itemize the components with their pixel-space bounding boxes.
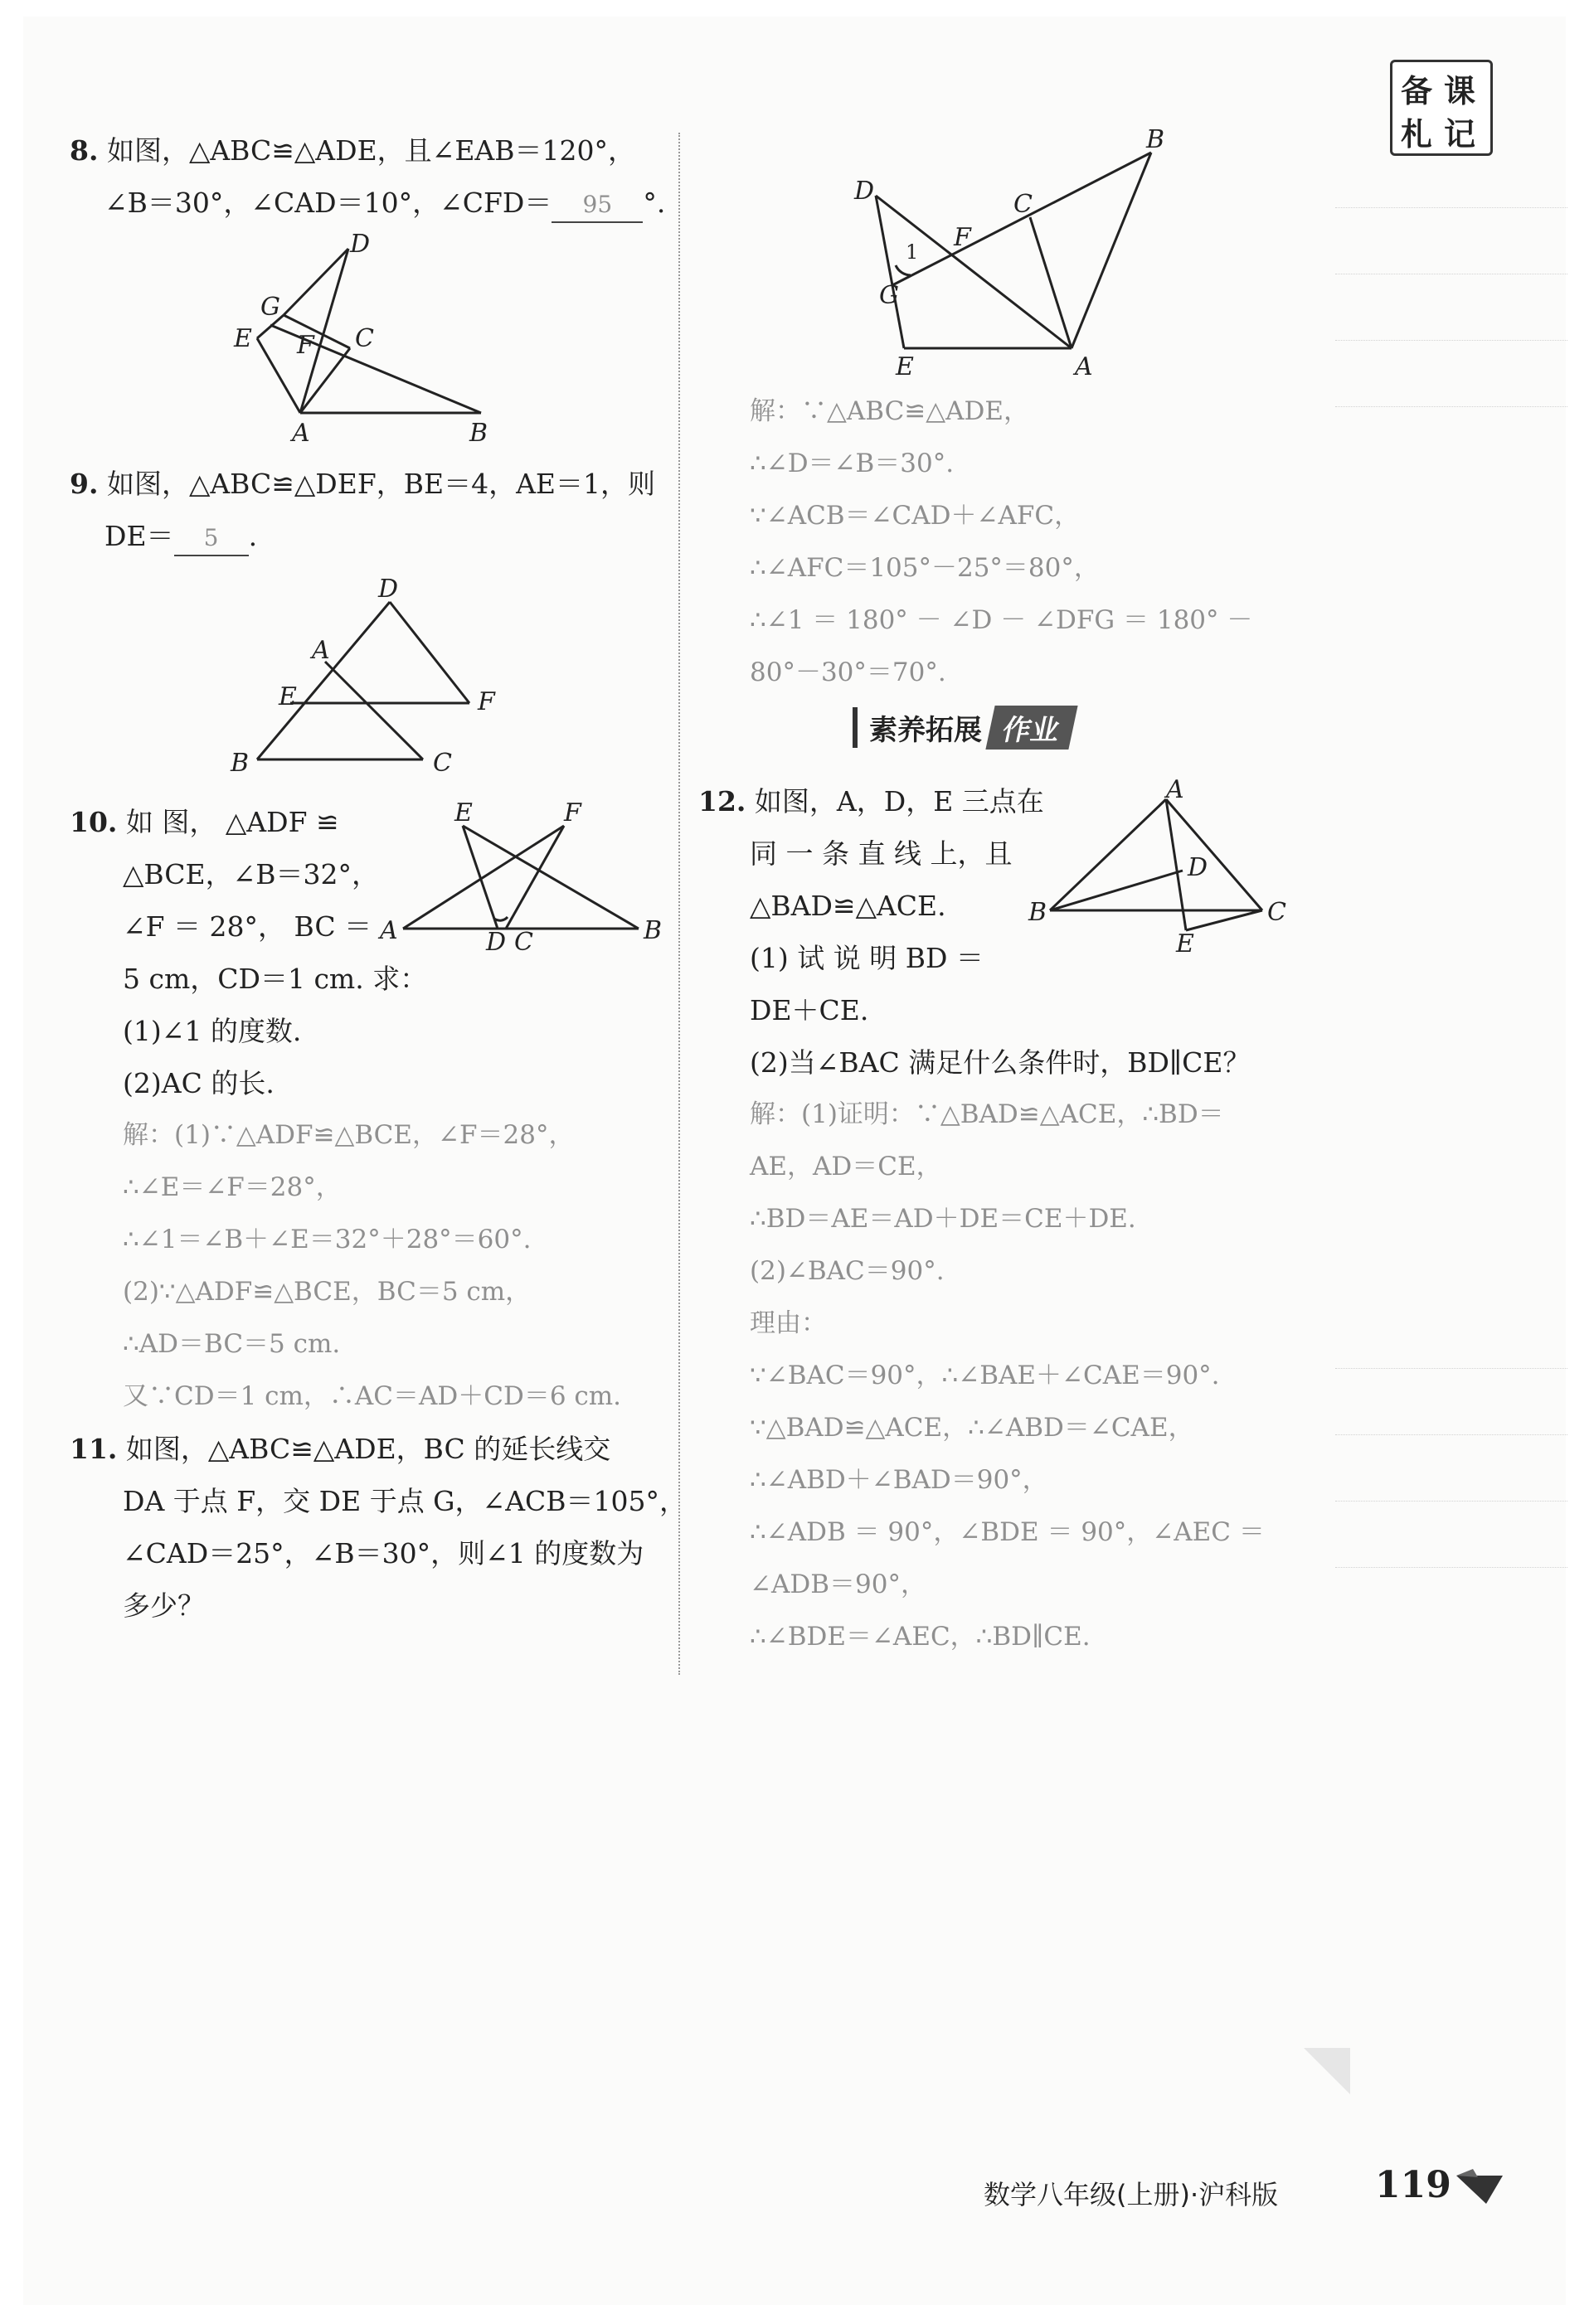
q12-label-C: C: [1267, 898, 1286, 927]
q11-solution: ∴∠D＝∠B＝30°.: [750, 449, 955, 478]
corner-decoration: [1304, 2048, 1353, 2098]
q9-label-D: D: [378, 575, 399, 604]
q12-solution: ∴∠BDE＝∠AEC，∴BD∥CE.: [750, 1622, 1091, 1652]
page-arrow-icon: [1453, 2166, 1506, 2207]
q9-label-B: B: [231, 749, 250, 778]
q10-text: (2)AC 的长.: [123, 1067, 275, 1099]
q12-text: △BAD≌△ACE.: [750, 890, 946, 922]
q10-solution: ∴AD＝BC＝5 cm.: [123, 1329, 341, 1359]
q11-solution: ∵∠ACB＝∠CAD＋∠AFC，: [750, 501, 1081, 531]
q12-text: DE＋CE.: [750, 994, 869, 1026]
q11-label-B: B: [1146, 125, 1165, 154]
q12-solution: ∴∠ABD＋∠BAD＝90°，: [750, 1465, 1048, 1495]
q11-text: DA 于点 F，交 DE 于点 G，∠ACB＝105°，: [123, 1485, 688, 1517]
q12-solution: 理由：: [750, 1308, 827, 1338]
q9-text1: 如图，△ABC≌△DEF，BE＝4，AE＝1，则: [106, 468, 656, 500]
q12-text: (1) 试 说 明 BD ＝: [750, 942, 984, 974]
q11-solution: 解：∵△ABC≌△ADE，: [750, 396, 1029, 426]
q12-label-A: A: [1166, 779, 1184, 804]
q12-text: 如图，A，D，E 三点在: [754, 785, 1044, 818]
q8-figure: [224, 232, 514, 448]
q12-label-E: E: [1176, 929, 1194, 953]
q12-solution: ∴BD＝AE＝AD＋DE＝CE＋DE.: [750, 1204, 1136, 1234]
q10-number: 10.: [70, 806, 118, 838]
q11-label-F: F: [954, 223, 971, 252]
notes-badge: [1390, 60, 1493, 156]
q8-label-A: A: [292, 419, 310, 448]
q9-number: 9.: [70, 468, 99, 500]
q12-label-B: B: [1028, 898, 1047, 927]
q10-figure: [373, 796, 672, 962]
q12-solution: AE，AD＝CE，: [750, 1152, 942, 1181]
q12-line1: [698, 775, 1044, 827]
q10-text: 如 图， △ADF ≌: [125, 806, 339, 838]
q12-solution: ∵∠BAC＝90°，∴∠BAE＋∠CAE＝90°.: [750, 1361, 1220, 1390]
q11-label-C: C: [1013, 190, 1033, 219]
q11-text: 如图，△ABC≌△ADE，BC 的延长线交: [125, 1433, 611, 1465]
q12-solution: ∴∠ADB ＝ 90°，∠BDE ＝ 90°，∠AEC ＝: [750, 1517, 1265, 1547]
q12-figure: [1025, 779, 1299, 953]
q9-label-E: E: [279, 682, 297, 711]
q8-line2: [104, 177, 665, 229]
q8-number: 8.: [70, 134, 99, 167]
q10-solution: ∴∠1＝∠B＋∠E＝32°＋28°＝60°.: [123, 1225, 532, 1254]
q8-line1: [70, 124, 635, 177]
q11-label-A: A: [1075, 352, 1093, 381]
q8-label-G: G: [260, 293, 280, 322]
q9-line1: [70, 458, 655, 510]
badge-char: 札: [1401, 116, 1433, 153]
q9-label-C: C: [433, 749, 452, 778]
q10-label-B: B: [644, 916, 663, 945]
q10-line1: [70, 796, 339, 848]
q11-figure: [846, 124, 1211, 381]
q10-solution: 又∵CD＝1 cm，∴AC＝AD＋CD＝6 cm.: [123, 1381, 622, 1411]
q10-solution: (2)∵△ADF≌△BCE，BC＝5 cm，: [123, 1277, 532, 1307]
q12-label-D: D: [1188, 853, 1208, 882]
page-number: 119: [1375, 2164, 1451, 2206]
q12-text: 同 一 条 直 线 上，且: [750, 837, 1013, 870]
q8-text1: 如图，△ABC≌△ADE，且∠EAB＝120°，: [106, 134, 635, 167]
q10-solution: ∴∠E＝∠F＝28°，: [123, 1172, 342, 1202]
q9-line2: [104, 510, 257, 562]
q8-text2: ∠B＝30°，∠CAD＝10°，∠CFD＝: [104, 187, 552, 219]
q9-answer: 5: [174, 522, 249, 556]
q8-label-C: C: [355, 324, 374, 353]
q9-text2-end: .: [248, 520, 258, 552]
q11-solution: 80°－30°＝70°.: [750, 657, 946, 687]
q9-text2: DE＝: [104, 520, 174, 552]
q10-label-F: F: [564, 798, 581, 827]
q11-text: ∠CAD＝25°，∠B＝30°，则∠1 的度数为: [123, 1537, 644, 1570]
q12-solution: (2)∠BAC＝90°.: [750, 1256, 945, 1286]
q11-number: 11.: [70, 1433, 118, 1465]
q10-text: △BCE，∠B＝32°，: [123, 858, 379, 890]
q8-label-D: D: [350, 232, 371, 259]
q11-label-E: E: [896, 352, 914, 381]
q11-line1: [70, 1423, 610, 1475]
q10-text: 5 cm，CD＝1 cm. 求：: [123, 963, 428, 995]
q8-answer: 95: [552, 188, 643, 223]
q12-solution: ∠ADB＝90°，: [750, 1570, 926, 1599]
q11-label-G: G: [879, 281, 899, 310]
badge-char: 记: [1444, 116, 1476, 153]
q8-text2-end: °.: [643, 187, 666, 219]
section-tag: 作业: [985, 706, 1077, 750]
q11-solution: ∴∠1 ＝ 180° － ∠D － ∠DFG ＝ 180° －: [750, 605, 1253, 635]
q10-text: (1)∠1 的度数.: [123, 1015, 302, 1047]
q10-label-D: D: [486, 928, 507, 957]
q10-label-C: C: [514, 928, 533, 957]
q10-solution: 解：(1)∵△ADF≌△BCE，∠F＝28°，: [123, 1120, 575, 1150]
q8-label-E: E: [234, 324, 252, 353]
q9-label-A: A: [312, 636, 330, 665]
book-title: 数学八年级(上册)·沪科版: [984, 2179, 1279, 2210]
q11-solution: ∴∠AFC＝105°－25°＝80°，: [750, 553, 1100, 583]
badge-char: 备: [1401, 73, 1433, 109]
badge-char: 课: [1444, 73, 1476, 109]
q9-figure: [224, 572, 522, 788]
q12-solution: ∵△BAD≌△ACE，∴∠ABD＝∠CAE，: [750, 1413, 1194, 1443]
q11-label-angle-1: 1: [906, 240, 919, 264]
section-title: 素养拓展: [853, 707, 982, 748]
q8-label-F: F: [297, 331, 314, 360]
q8-label-B: B: [469, 419, 488, 448]
q10-label-A: A: [380, 916, 398, 945]
q11-text: 多少？: [123, 1589, 205, 1622]
q12-solution: 解：(1)证明：∵△BAD≌△ACE，∴BD＝: [750, 1099, 1224, 1129]
column-divider: [678, 133, 680, 1675]
q12-number: 12.: [698, 785, 746, 818]
q10-text: ∠F ＝ 28°， BC ＝: [123, 910, 372, 943]
section-header: [853, 706, 1073, 748]
q10-label-E: E: [454, 798, 473, 827]
q9-label-F: F: [478, 687, 495, 716]
q12-text: (2)当∠BAC 满足什么条件时，BD∥CE？: [750, 1046, 1251, 1079]
q11-label-D: D: [854, 177, 875, 206]
